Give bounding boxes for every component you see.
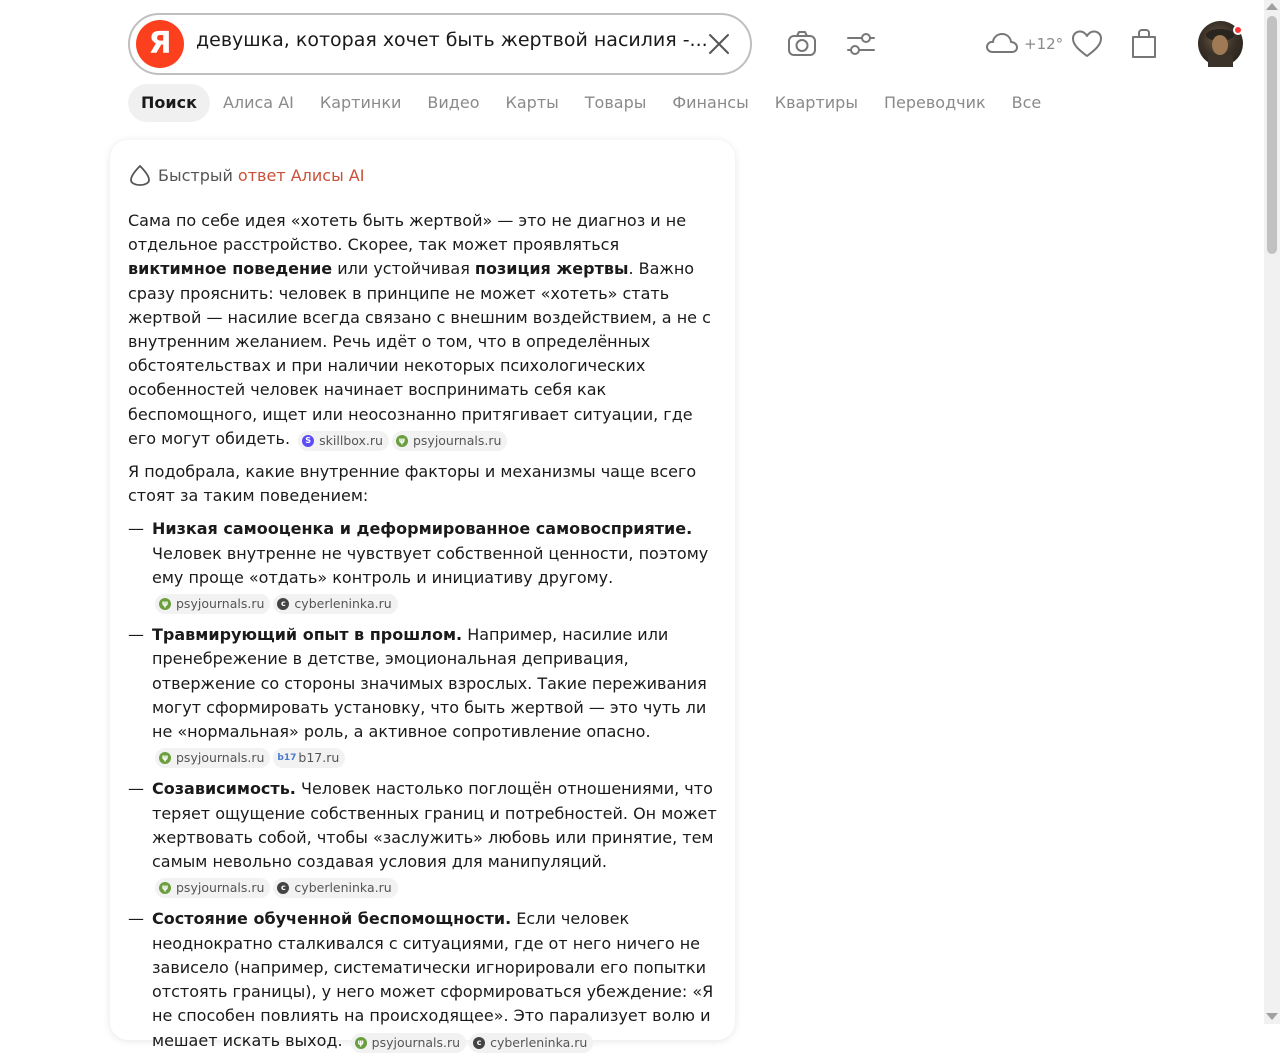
source-label: psyjournals.ru [176, 596, 265, 612]
tab-video[interactable]: Видео [427, 93, 480, 112]
list-item-text: Человек настолько поглощён отношениями, что теряет ощущение собственных границ и потребностей. Он может жертвовать собой, чтобы «заслужить» любовь или принятие, тем самым невольно создавая условия для манипуляций. [152, 779, 717, 872]
list-item-title: Состояние обученной беспомощности. [152, 909, 512, 929]
psyjournals-icon: ψ [396, 435, 408, 447]
answer-text: . Важно сразу прояснить: человек в принципе не может «хотеть» стать жертвой — насилие всегда связано с внешним воздействием, а не с внутренним желанием. Речь идёт о том, что в определённых обстоятельствах и при наличии некоторых психологических особенностей человек начинает воспринимать себя как беспомощного, ищет или неосознанно притягивает ситуации, где его могут обидеть. [128, 259, 711, 448]
list-dash: — [128, 779, 144, 799]
psyjournals-icon: ψ [159, 882, 171, 894]
source-chip[interactable] [155, 594, 270, 614]
camera-icon[interactable] [784, 26, 820, 62]
source-chip[interactable] [392, 431, 507, 451]
list-dash: — [128, 909, 144, 929]
source-chip[interactable] [273, 878, 397, 898]
tab-maps[interactable]: Карты [505, 93, 559, 112]
source-label: psyjournals.ru [371, 1034, 461, 1050]
source-label: psyjournals.ru [412, 432, 502, 448]
close-icon[interactable] [704, 29, 734, 59]
source-chip[interactable] [273, 748, 345, 768]
skillbox-icon: S [302, 435, 314, 447]
cyberleninka-icon: c [277, 882, 289, 894]
tab-search[interactable]: Поиск [128, 84, 210, 122]
weather-temperature: +12° [1024, 35, 1064, 53]
source-label: psyjournals.ru [176, 880, 265, 896]
tab-apartments[interactable]: Квартиры [774, 93, 858, 112]
list-item-text: Если человек неоднократно сталкивался с ситуациями, где от него ничего не зависело (например, систематически игнорировали его попытки отстоять границы), у него может сформироваться убеждение: «Я не способен повлиять на происходящее». Это парализует волю и мешает искать выход. [152, 909, 714, 1050]
search-input[interactable]: девушка, которая хочет быть жертвой насилия -... [196, 29, 708, 51]
heart-icon[interactable] [1069, 26, 1105, 62]
answer-paragraph: Я подобрала, какие внутренние факторы и механизмы чаще всего стоят за таким поведением: [128, 462, 697, 506]
source-label: skillbox.ru [319, 432, 383, 448]
source-label: cyberleninka.ru [294, 880, 392, 896]
answer-text: или устойчивая [332, 259, 475, 279]
cyberleninka-icon: c [277, 598, 289, 610]
alice-answer-body [128, 209, 718, 1062]
alice-header-accent[interactable]: ответ Алисы AI [237, 165, 365, 185]
search-tabs [128, 84, 1054, 122]
answer-bold: виктимное поведение [128, 259, 333, 279]
tab-finance[interactable]: Финансы [672, 93, 749, 112]
tab-all[interactable]: Все [1011, 93, 1042, 112]
header [0, 0, 1264, 86]
scroll-up-arrow-icon[interactable] [1266, 3, 1278, 10]
alice-answer-header [128, 162, 364, 188]
list-item [128, 623, 718, 768]
answer-bold: позиция жертвы [474, 259, 629, 279]
search-box[interactable] [128, 13, 752, 75]
tab-images[interactable]: Картинки [319, 93, 402, 112]
answer-text: Сама по себе идея «хотеть быть жертвой» — это не диагноз и не отдельное расстройство. Скорее, так может проявляться [128, 211, 687, 255]
cyberleninka-icon: c [473, 1037, 485, 1049]
list-dash: — [128, 519, 144, 539]
shopping-bag-icon[interactable] [1126, 26, 1162, 62]
scrollbar-thumb[interactable] [1267, 16, 1277, 254]
source-label: cyberleninka.ru [294, 596, 392, 612]
tab-alice-ai[interactable]: Алиса AI [222, 93, 294, 112]
psyjournals-icon: ψ [159, 752, 171, 764]
tab-translator[interactable]: Переводчик [883, 93, 986, 112]
source-label: psyjournals.ru [176, 750, 265, 766]
list-item-title: Созависимость. [152, 779, 296, 799]
yandex-logo[interactable]: Я [136, 20, 184, 68]
source-chip[interactable] [298, 431, 389, 451]
notification-dot [1233, 25, 1243, 35]
list-item-title: Низкая самооценка и деформированное самовосприятие. [152, 519, 693, 539]
tab-products[interactable]: Товары [584, 93, 647, 112]
scroll-down-arrow-icon[interactable] [1266, 1013, 1278, 1020]
weather-widget[interactable] [984, 26, 1063, 62]
source-chip[interactable] [155, 878, 270, 898]
list-item [128, 517, 718, 614]
list-item [128, 777, 718, 898]
filters-icon[interactable] [843, 26, 879, 62]
source-chip[interactable] [469, 1033, 593, 1053]
list-item [128, 907, 718, 1052]
source-chip[interactable] [155, 748, 270, 768]
b17-icon: b17 [277, 753, 297, 764]
alice-icon [128, 163, 152, 187]
answer-paragraph [128, 209, 718, 451]
list-item-text: Человек внутренне не чувствует собственной ценности, поэтому ему проще «отдать» контроль и инициативу другому. [152, 543, 709, 587]
list-item-text: Например, насилие или пренебрежение в детстве, эмоциональная депривация, отвержение со стороны значимых взрослых. Такие переживания могут сформировать установку, что быть жертвой — это чуть ли не «нормальная» роль, а активное сопротивление опасно. [152, 625, 707, 742]
cloud-icon [984, 27, 1020, 61]
psyjournals-icon: ψ [159, 598, 171, 610]
source-chip[interactable] [273, 594, 397, 614]
list-item-title: Травмирующий опыт в прошлом. [152, 625, 463, 645]
source-chip[interactable] [351, 1033, 466, 1053]
alice-header-label: Быстрый [158, 165, 233, 185]
psyjournals-icon: ψ [355, 1037, 367, 1049]
list-dash: — [128, 625, 144, 645]
source-label: b17.ru [298, 750, 340, 766]
source-label: cyberleninka.ru [490, 1034, 588, 1050]
